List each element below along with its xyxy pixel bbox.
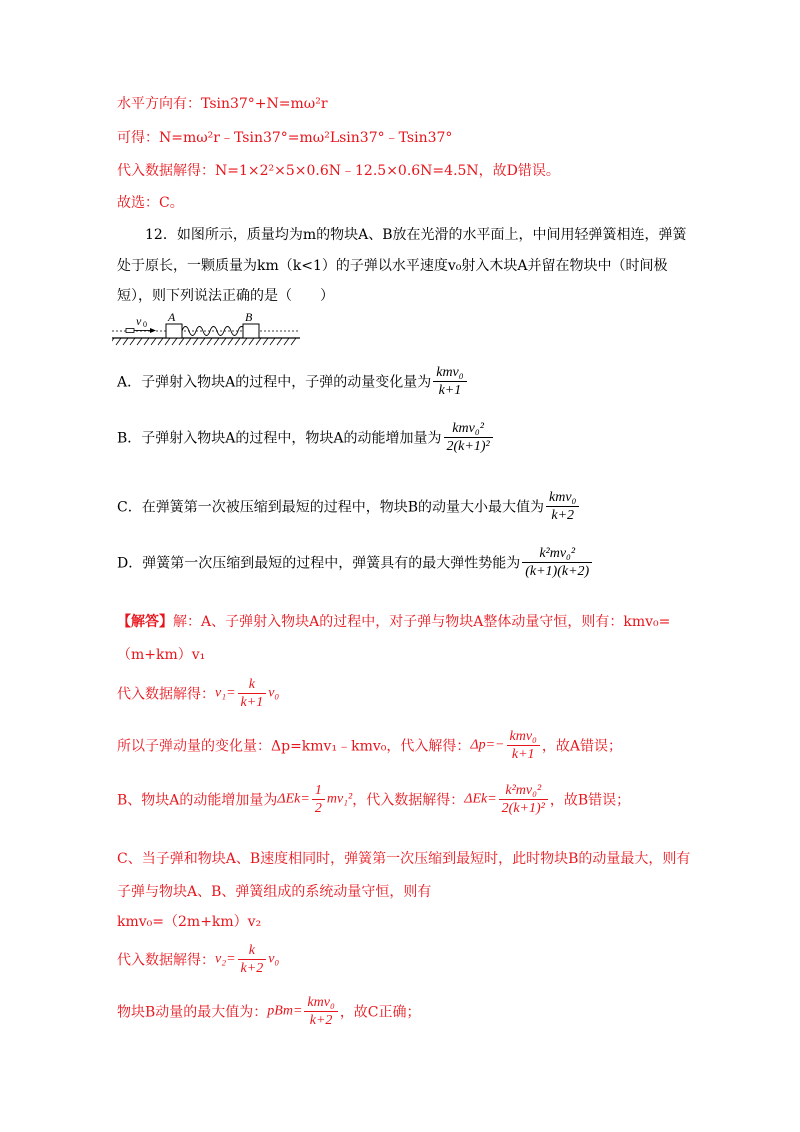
- answer-v2-tail: v₀: [268, 951, 280, 967]
- answer-v1-prefix: 代入数据解得：: [117, 686, 215, 703]
- answer-pb-fraction: [304, 994, 337, 1029]
- solution-line-choice: 故选：C。: [117, 195, 184, 211]
- question-line-2: 处于原长，一颗质量为km（k<1）的子弹以水平速度v₀射入木块A并留在物块中（时间极: [117, 258, 668, 274]
- answer-dp-text: 所以子弹动量的变化量：Δp=kmv₁﹣kmv₀，代入解得：: [117, 738, 471, 755]
- block-a: [166, 324, 182, 338]
- option-b-numerator: kmv₀²: [444, 420, 493, 438]
- option-b-denominator: 2(k+1)²: [446, 439, 490, 454]
- answer-ek-numerator: 1: [312, 782, 325, 800]
- answer-c-line3: kmv₀=（2m+km）v₂: [117, 914, 262, 930]
- label-v0-subscript: 0: [143, 320, 147, 329]
- label-a: A: [168, 310, 176, 324]
- answer-b-tail: ，故B错误；: [549, 792, 631, 809]
- answer-v1-denominator: k+1: [240, 695, 264, 710]
- answer-dp-lhs: Δp=−: [470, 737, 505, 753]
- option-a-numerator: kmv₀: [433, 364, 466, 382]
- block-b: [243, 324, 259, 338]
- option-a: [117, 364, 469, 399]
- answer-tag: 【解答】: [117, 614, 173, 630]
- answer-pb-numerator: kmv₀: [304, 994, 337, 1012]
- option-a-fraction: [433, 364, 466, 399]
- answer-pb-lhs: pBm=: [267, 1003, 303, 1019]
- answer-ek2-denominator: 2(k+1)²: [501, 801, 545, 816]
- option-d-numerator: k²mv₀²: [522, 545, 592, 563]
- option-c-fraction: [546, 489, 579, 524]
- answer-dp-fraction: [507, 728, 540, 763]
- option-a-text: A．子弹射入物块A的过程中，子弹的动量变化量为: [117, 374, 432, 391]
- answer-v1-numerator: k: [238, 676, 267, 694]
- option-d: [117, 545, 594, 580]
- option-b-fraction: [444, 420, 493, 455]
- answer-pb-denominator: k+2: [309, 1013, 333, 1028]
- option-c-denominator: k+2: [551, 508, 575, 523]
- solution-line-horizontal: 水平方向有：Tsin37°+N=mω²r: [117, 96, 328, 112]
- answer-pb-line: [117, 994, 421, 1029]
- answer-ek-denominator: 2: [314, 801, 322, 816]
- answer-ek-fraction: [312, 782, 325, 817]
- question-line-3: 短），则下列说法正确的是（ ）: [117, 288, 334, 304]
- answer-pb-text: 物块B动量的最大值为：: [117, 1004, 268, 1021]
- answer-v2-fraction: [238, 942, 267, 977]
- option-c-numerator: kmv₀: [546, 489, 579, 507]
- answer-ek2-fraction: [499, 782, 548, 817]
- option-b: [117, 420, 495, 455]
- option-d-denominator: (k+1)(k+2): [525, 564, 590, 579]
- option-c-text: C．在弹簧第一次被压缩到最短的过程中，物块B的动量大小最大值为: [117, 499, 544, 516]
- answer-b-mid: ，代入数据解得：: [352, 792, 465, 809]
- label-b: B: [245, 310, 253, 324]
- solution-line-result: 可得：N=mω²r﹣Tsin37°=mω²Lsin37°﹣Tsin37°: [117, 130, 453, 146]
- solution-line-substitute: 代入数据解得：N=1×2²×5×0.6N﹣12.5×0.6N=4.5N，故D错误。: [117, 163, 560, 179]
- option-b-text: B．子弹射入物块A的过程中，物块A的动能增加量为: [117, 430, 442, 447]
- question-figure: [112, 310, 312, 352]
- answer-dp-tail: ，故A错误；: [541, 738, 623, 755]
- answer-b-line: [117, 782, 630, 817]
- option-c: [117, 489, 581, 524]
- answer-a-line1: 解：A、子弹射入物块A的过程中，对子弹与物块A整体动量守恒，则有：kmv₀=: [173, 614, 671, 630]
- answer-b-text: B、物块A的动能增加量为: [117, 792, 278, 809]
- answer-dp-line: [117, 728, 622, 763]
- answer-pb-tail: ，故C正确；: [339, 1004, 421, 1021]
- answer-ek2-numerator: k²mv₀²: [499, 782, 548, 800]
- answer-dp-denominator: k+1: [511, 747, 535, 762]
- answer-v2-line: [117, 942, 279, 977]
- answer-v1-line: [117, 676, 279, 711]
- option-d-fraction: [522, 545, 592, 580]
- answer-v1-tail: v₀: [268, 685, 280, 701]
- question-line-1: 12．如图所示，质量均为m的物块A、B放在光滑的水平面上，中间用轻弹簧相连，弹簧: [145, 227, 687, 243]
- answer-dp-numerator: kmv₀: [507, 728, 540, 746]
- answer-ek-tail: mv₁²: [326, 791, 353, 807]
- answer-a-line2: （m+km）v₁: [117, 647, 206, 663]
- answer-ek-lhs: ΔEk=: [277, 791, 310, 807]
- option-a-denominator: k+1: [438, 383, 462, 398]
- answer-v2-lhs: v₂=: [215, 951, 236, 967]
- option-d-text: D．弹簧第一次压缩到最短的过程中，弹簧具有的最大弹性势能为: [117, 555, 521, 572]
- answer-v2-prefix: 代入数据解得：: [117, 952, 215, 969]
- label-v0: v: [136, 314, 142, 328]
- answer-line-a1: [117, 612, 670, 632]
- answer-c-line2: 子弹与物块A、B、弹簧组成的系统动量守恒，则有: [117, 884, 432, 900]
- answer-v2-denominator: k+2: [240, 961, 264, 976]
- answer-c-line1: C、当子弹和物块A、B速度相同时，弹簧第一次压缩到最短时，此时物块B的动量最大，则有: [117, 851, 691, 867]
- answer-v1-lhs: v₁=: [215, 685, 236, 701]
- answer-ek2-lhs: ΔEk=: [464, 791, 497, 807]
- answer-v2-numerator: k: [238, 942, 267, 960]
- answer-v1-fraction: [238, 676, 267, 711]
